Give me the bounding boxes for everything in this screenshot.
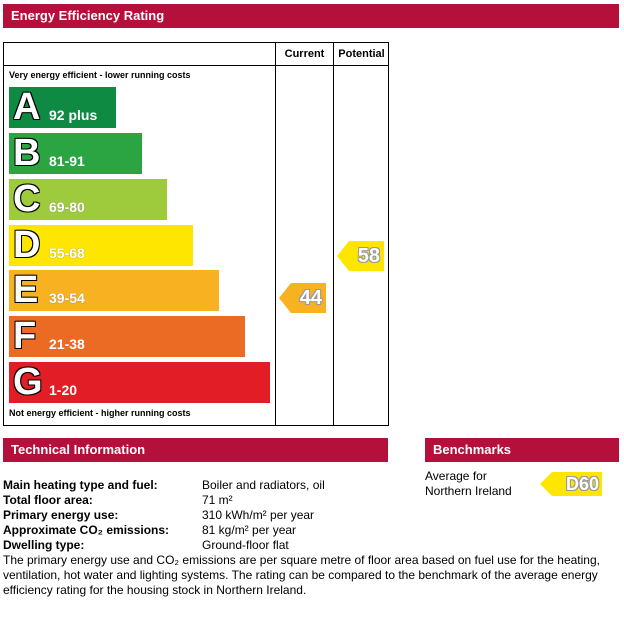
- tech-label: Dwelling type:: [3, 538, 85, 552]
- tech-label: Approximate CO₂ emissions:: [3, 523, 170, 537]
- benchmark-label: Average for Northern Ireland: [425, 469, 512, 498]
- benchmarks-heading: Benchmarks: [433, 442, 512, 457]
- band-letter: A: [13, 86, 41, 128]
- band-range: 92 plus: [49, 107, 98, 123]
- rating-band-c: [9, 179, 167, 220]
- benchmark-arrow: [540, 472, 602, 496]
- column-header-current: Current: [284, 48, 325, 60]
- band-range: 21-38: [49, 336, 85, 352]
- band-letter: G: [13, 361, 43, 403]
- band-range: 55-68: [49, 245, 85, 261]
- rating-band-d: [9, 225, 193, 266]
- tech-row: [3, 523, 423, 538]
- benchmark-value: D60: [565, 474, 599, 494]
- band-letter: D: [13, 224, 41, 266]
- tech-label: Primary energy use:: [3, 508, 119, 522]
- band-range: 81-91: [49, 153, 85, 169]
- potential-rating-value: 58: [357, 245, 380, 267]
- page-title: Energy Efficiency Rating: [11, 8, 165, 23]
- tech-label: Total floor area:: [3, 493, 93, 507]
- band-letter: F: [13, 315, 37, 357]
- tech-row: [3, 478, 423, 493]
- column-header-potential: Potential: [338, 48, 385, 60]
- rating-band-e: [9, 270, 219, 311]
- technical-header: [3, 438, 388, 462]
- tech-value: Ground-floor flat: [202, 538, 289, 552]
- tech-value: 81 kg/m² per year: [202, 523, 297, 537]
- tech-value: Boiler and radiators, oil: [202, 478, 325, 492]
- tech-row: [3, 493, 423, 508]
- divider-current: [275, 43, 276, 425]
- rating-band-b: [9, 133, 142, 174]
- technical-table: [3, 478, 423, 553]
- band-range: 39-54: [49, 290, 85, 306]
- rating-chart: [3, 42, 389, 426]
- footnote: The primary energy use and CO₂ emissions are per square metre of floor area based on fuel use for the heating, ventilation, hot water and lighting systems. The rating can be compared to the benchmark of the average energy efficiency rating for the housing stock in Northern Ireland.: [3, 553, 600, 597]
- rating-band-f: [9, 316, 245, 357]
- benchmarks-header: [425, 438, 619, 462]
- rating-band-g: [9, 362, 270, 403]
- band-range: 69-80: [49, 199, 85, 215]
- technical-heading: Technical Information: [11, 442, 146, 457]
- current-rating-value: 44: [299, 287, 322, 309]
- tech-row: [3, 538, 423, 553]
- band-letter: B: [13, 132, 41, 174]
- tech-value: 310 kWh/m² per year: [202, 508, 315, 522]
- header-divider: [4, 65, 388, 66]
- tech-label: Main heating type and fuel:: [3, 478, 158, 492]
- divider-potential: [333, 43, 334, 425]
- top-caption: Very energy efficient - lower running costs: [9, 70, 191, 80]
- tech-row: [3, 508, 423, 523]
- bottom-caption: Not energy efficient - higher running costs: [9, 408, 191, 418]
- energy-rating-header: [3, 4, 619, 28]
- current-rating-arrow: [279, 283, 326, 313]
- rating-band-a: [9, 87, 116, 128]
- band-letter: C: [13, 178, 41, 220]
- tech-value: 71 m²: [202, 493, 233, 507]
- band-range: 1-20: [49, 382, 78, 398]
- band-letter: E: [13, 269, 39, 311]
- potential-rating-arrow: [337, 241, 384, 271]
